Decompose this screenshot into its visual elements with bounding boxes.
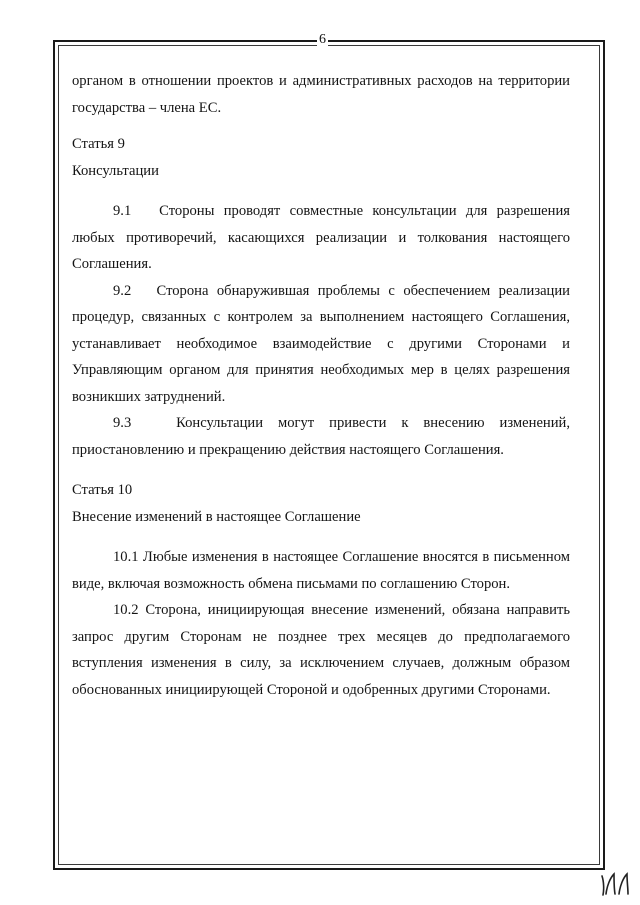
article-9-number: Статья 9 bbox=[72, 136, 125, 152]
clause-10-1: 10.1 Любые изменения в настоящее Соглашение вносятся в письменном виде, включая возможность обмена письмами по соглашению Сторон. bbox=[72, 549, 570, 592]
page-number: 6 bbox=[319, 32, 326, 47]
intro-paragraph: органом в отношении проектов и административных расходов на территории государства – члена ЕС. bbox=[72, 73, 570, 116]
spacer bbox=[72, 530, 570, 544]
article-9-title: Консультации bbox=[72, 162, 159, 179]
clause-9-2: 9.2 Сторона обнаружившая проблемы с обеспечением реализации процедур, связанных с контролем за выполнением настоящего Соглашения, устанавливает необходимое взаимодействие с другими Сторонами и Управляющим органом для принятия необходимых мер в целях разрешения возникших затруднений. bbox=[72, 282, 570, 405]
spacer bbox=[72, 463, 570, 477]
spacer bbox=[72, 121, 570, 131]
clause-9-3: 9.3 Консультации могут привести к внесению изменений, приостановлению и прекращению действия настоящего Соглашения. bbox=[72, 415, 570, 458]
article-10-title: Внесение изменений в настоящее Соглашение bbox=[72, 508, 361, 525]
clause-10-2: 10.2 Сторона, инициирующая внесение изменений, обязана направить запрос другим Сторонам не позднее трех месяцев до предполагаемого вступления изменения в силу, за исключением случаев, должным образом обоснованных инициирующей Стороной и одобренных другими Сторонами. bbox=[72, 602, 570, 698]
article-10-number: Статья 10 bbox=[72, 482, 133, 498]
handwritten-page-mark bbox=[598, 868, 638, 898]
spacer bbox=[72, 184, 570, 198]
document-body bbox=[72, 68, 570, 703]
clause-9-1: 9.1 Стороны проводят совместные консультации для разрешения любых противоречий, касающихся реализации и толкования настоящего Соглашения. bbox=[72, 203, 570, 272]
